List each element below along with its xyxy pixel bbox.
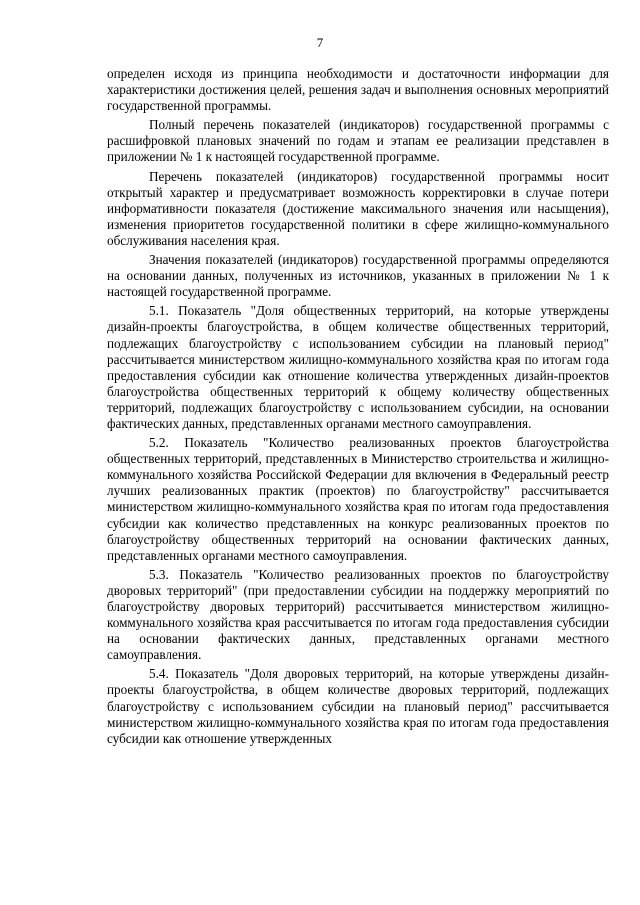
paragraph-indicator-5-4: 5.4. Показатель "Доля дворовых территорий, на которые утверждены дизайн-проекты благоустройства, в общем количестве дворовых территорий, подлежащих благоустройству с использованием субсидии на плановый период" рассчитывается министерством жилищно-коммунального хозяйства края по итогам года предоставления субсидии как отношение утвержденных <box>107 666 609 746</box>
paragraph-values-sources: Значения показателей (индикаторов) государственной программы определяются на основании данных, полученных из источников, указанных в приложении № 1 к настоящей государственной программе. <box>107 252 609 300</box>
paragraph-indicator-5-3: 5.3. Показатель "Количество реализованных проектов по благоустройству дворовых территорий" (при предоставлении субсидии на поддержку мероприятий по благоустройству дворовых территорий) рассчитывается министерством жилищно-коммунального хозяйства края рассчитывается по итогам года предоставления субсидии на основании фактических данных, представленных органами местного самоуправления. <box>107 566 609 663</box>
body-text <box>107 66 609 750</box>
paragraph-indicator-5-1: 5.1. Показатель "Доля общественных территорий, на которые утверждены дизайн-проекты благоустройства, в общем количестве общественных территорий, подлежащих благоустройству с использованием субсидии на плановый период" рассчитывается министерством жилищно-коммунального хозяйства края по итогам года предоставления субсидии как отношение количества утвержденных дизайн-проектов благоустройства общественных территорий к общему количеству общественных территорий, подлежащих благоустройству с использованием субсидии, на основании фактических данных, представленных органами местного самоуправления. <box>107 303 609 431</box>
paragraph-full-list: Полный перечень показателей (индикаторов) государственной программы с расшифровкой плановых значений по годам и этапам ее реализации представлен в приложении № 1 к настоящей государственной программе. <box>107 117 609 165</box>
page-number: 7 <box>316 35 324 50</box>
paragraph-indicator-5-2: 5.2. Показатель "Количество реализованных проектов благоустройства общественных территорий, представленных в Министерство строительства и жилищно-коммунального хозяйства Российской Федерации для включения в Федеральный реестр лучших реализованных практик (проектов) по благоустройству" рассчитывается министерством жилищно-коммунального хозяйства края по итогам года предоставления субсидии как количество представленных на конкурс реализованных проектов по благоустройству общественных территорий на основании фактических данных, представленных органами местного самоуправления. <box>107 435 609 563</box>
paragraph-continuation: определен исходя из принципа необходимости и достаточности информации для характеристики достижения целей, решения задач и выполнения основных мероприятий государственной программы. <box>107 66 609 114</box>
paragraph-list-open-character: Перечень показателей (индикаторов) государственной программы носит открытый характер и предусматривает возможность корректировки в случае потери информативности показателя (достижение максимального значения или насыщения), изменения приоритетов государственной политики в сфере жилищно-коммунального обслуживания населения края. <box>107 168 609 248</box>
